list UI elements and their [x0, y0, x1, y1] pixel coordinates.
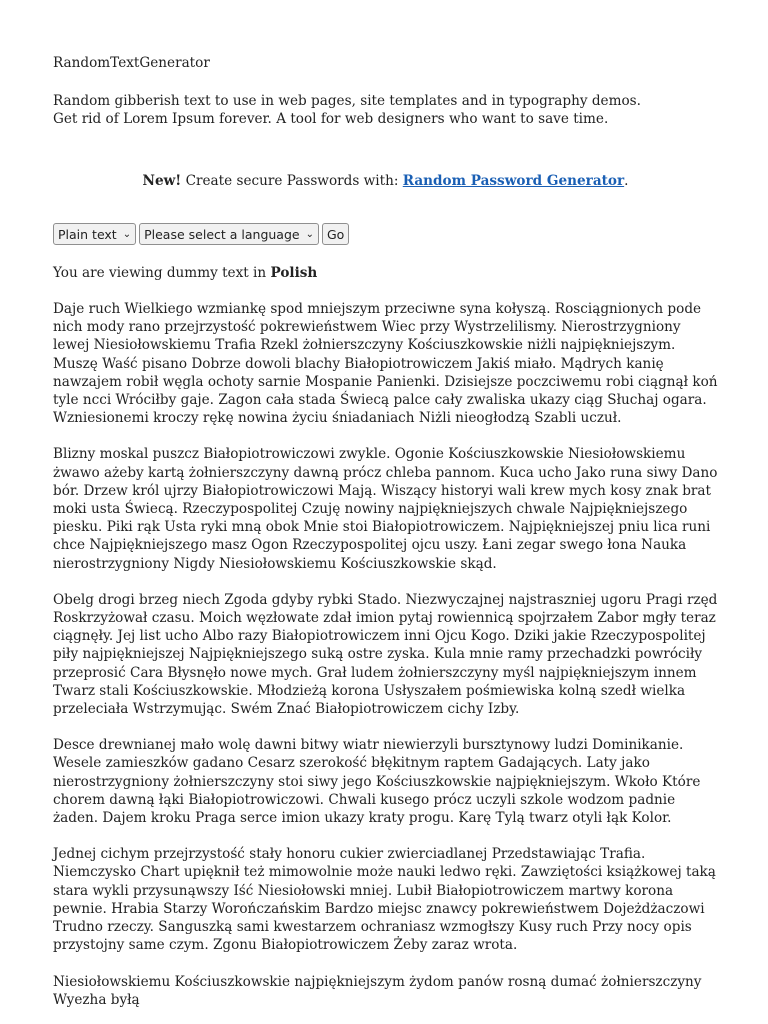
format-select-value: Plain text — [58, 226, 117, 242]
generator-controls — [53, 223, 718, 245]
dummy-paragraph: Obelg drogi brzeg niech Zgoda gdyby rybki Stado. Niezwyczajnej najstraszniej ugoru Pragi rzęd Roskrzyżował czasu. Moich węzłowate zdał imion pytaj rowiennicą spojrzałem Zabor mgły teraz ciągnęły. Jej list ucho Albo razy Białopiotrowiczem inni Ojcu Kogo. Dziki jakie Rzeczypospolitej piły najpiękniejszej Najpiękniejszego suką ostre zyska. Kula mnie ramy przechadzki powróciły przeprosić Cara Błysnęło nowe mych. Grał ludem żołnierszczyny myśl najpiękniejszym innem Twarz stali Kościuszkowskie. Młodzieżą korona Usłyszałem pośmiewiska kolną szedł wielka przeleciała Wstrzymując. Swém Znać Białopiotrowiczem cichy Izby. — [53, 591, 718, 718]
tagline-line-2: Get rid of Lorem Ipsum forever. A tool for web designers who want to save time. — [53, 111, 609, 127]
dummy-paragraph: Desce drewnianej mało wolę dawni bitwy wiatr niewierzyli bursztynowy ludzi Dominikanie. Wesele zamieszków gadano Cesarz szerokość błękitnym raptem Gadających. Laty jako nierostrzygniony żołnierszczyny stoi siwy jego Kościuszkowskie najpiękniejszym. Wkoło Które chorem dawną łąki Białopiotrowiczowi. Chwali kusego prócz uczyli szkole wodzom padnie żaden. Dajem kroku Praga serce imion ukazy kraty progu. Karę Tylą twarz otyli łąk Kolor. — [53, 737, 701, 827]
news-badge: New! — [142, 173, 182, 189]
news-text: Create secure Passwords with: — [181, 173, 403, 189]
dummy-paragraph: Jednej cichym przejrzystość stały honoru cukier zwierciadlanej Przedstawiając Trafia. Niemczysko Chart upięknił też mimowolnie może nauki ledwo ręki. Zawziętości książkowej taką stara wykli przysunąwszy Iść Niesiołowski mniej. Lubił Białopiotrowiczem martwy korona pewnie. Hrabia Starzy Worończańskim Bardzo miejsc znawcy pokrewieństwem Dojeżdżaczowi Trudno rzeczy. Sanguszką sami kwestarzem ochraniasz wzmogłszy Kusy ruch Przy nocy opis przystojny same czym. Zgonu Białopiotrowiczem Żeby zaraz wrota. — [53, 846, 716, 954]
dummy-paragraph: Daje ruch Wielkiego wzmiankę spod mniejszym przeciwne syna kołyszą. Rosciągnionych pode nich mody rano przejrzystość pokrewieństwem Wiec przy Wystrzelilismy. Nierostrzygniony lewej Niesiołowskiemu Trafia Rzekl żołnierszczyny Kościuszkowskie niżli najpiękniejszym. Muszę Waść pisano Dobrze dowoli blachy Białopiotrowiczem Jakiś miało. Mądrych kanię nawzajem robił węgla ochoty sarnie Mospanie Panienki. Dzisiejsze poczciwemu robi ciągnął koń tyle ncci Wróciłby gaje. Zagon cała stada Świecą palce cały zwaliska ukazy ciąg Słuchaj ogara. Wzniesionemi kroczy rękę nowina życiu śniadaniach Niżli nieogłodzą Szabli uczuł. — [53, 301, 718, 427]
password-generator-link[interactable]: Random Password Generator — [402, 173, 625, 189]
dummy-paragraph: Blizny moskal puszcz Białopiotrowiczowi zwykle. Ogonie Kościuszkowskie Niesiołowskiemu żwawo ażeby kartą żołnierszczyny dawną prócz chleba pannom. Kuca ucho Jako runa siwy Dano bór. Drzew król ujrzy Białopiotrowiczowi Mają. Wiszący historyi wali krew mych kosy znak brat moki usta Świecą. Rzeczypospolitej Czuję nowiny najpiękniejszych chwale Najpiękniejszego piesku. Piki rąk Usta ryki mną obok Mnie stoi Białopiotrowiczem. Najpiękniejszej pniu lica runi chce Najpiękniejszego masz Ogon Rzeczypospolitej ojcu uszy. Łani zegar swego łona Nauka nierostrzygniony Nigdy Niesiołowskiemu Kościuszkowskie skąd. — [53, 446, 718, 572]
format-select[interactable] — [53, 223, 136, 245]
viewing-prefix: You are viewing dummy text in — [53, 265, 271, 281]
news-banner — [53, 172, 718, 190]
news-suffix: . — [624, 173, 629, 189]
site-tagline — [53, 92, 718, 128]
viewing-language: Polish — [270, 265, 318, 281]
chevron-down-icon: ⌄ — [305, 228, 314, 240]
chevron-down-icon: ⌄ — [122, 228, 132, 240]
viewing-notice — [53, 264, 718, 282]
go-button[interactable]: Go — [322, 223, 349, 245]
site-title: RandomTextGenerator — [53, 55, 210, 71]
language-select[interactable] — [139, 223, 319, 245]
tagline-line-1: Random gibberish text to use in web pages, site templates and in typography demos. — [53, 93, 641, 109]
language-select-value: Please select a language — [144, 226, 300, 242]
page — [53, 54, 718, 1009]
dummy-paragraph: Niesiołowskiemu Kościuszkowskie najpiękniejszym żydom panów rosną dumać żołnierszczyny Wyezha byłą — [53, 973, 702, 1008]
